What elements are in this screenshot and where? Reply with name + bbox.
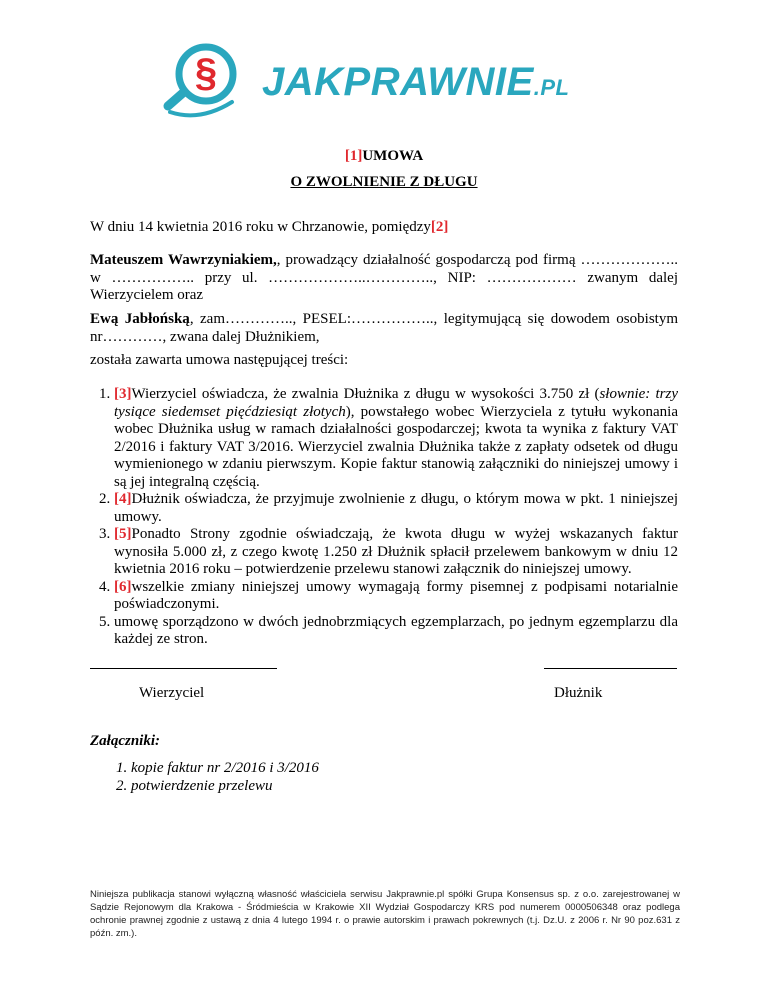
svg-text:§: §	[194, 51, 218, 95]
debtor-name: Ewą Jabłońską	[90, 311, 190, 327]
footnote-marker: [6]	[114, 578, 132, 595]
list-item	[114, 614, 678, 649]
party-debtor-paragraph	[90, 311, 678, 346]
clause-text: umowę sporządzono w dwóch jednobrzmiących egzemplarzach, po jednym egzemplarzu dla każdej ze stron.	[114, 613, 678, 647]
creditor-details: , prowadzący działalność gospodarczą pod firmą ……………….. w …………….. przy ul. ………………..………….., NIP: ……………… zwanym dalej Wierzycielem oraz	[90, 252, 678, 303]
list-item	[114, 526, 678, 579]
list-item: 1. kopie faktur nr 2/2016 i 3/2016	[131, 760, 319, 778]
signature-label-creditor: Wierzyciel	[139, 685, 205, 701]
logo-wordmark	[262, 60, 569, 110]
logo-tld-text: .PL	[533, 75, 570, 100]
intro-paragraph: została zawarta umowa następującej treści:	[90, 352, 349, 368]
signature-line-creditor	[90, 668, 277, 669]
clause-text: Dłużnik oświadcza, że przyjmuje zwolnienie z długu, o którym mowa w pkt. 1 niniejszej umowy.	[114, 491, 678, 525]
clause-text: Ponadto Strony zgodnie oświadczają, że kwota długu w wyżej wskazanych faktur wynosiła 5.000 zł, z czego kwotę 1.250 zł Dłużnik spłacił przelewem bankowym w dniu 12 kwietnia 2016 roku – potwierdzenie przelewu stanowi załącznik do niniejszej umowy.	[114, 526, 678, 577]
copyright-footer: Niniejsza publikacja stanowi wyłączną własność właściciela serwisu Jakprawnie.pl spółki Grupa Konsensus sp. z o.o. zarejestrowanej w Sądzie Rejonowym dla Krakowa - Śródmieścia w Krakowie XII Wydział Gospodarczy KRS pod numerem 0000506348 oraz podlega ochronie prawnej zgodnie z ustawą z dnia 4 lutego 1994 r. o prawie autorskim i prawach pokrewnych (t.j. Dz.U. z 2006 r. Nr 90 poz.631 z późn. zm.).	[90, 889, 680, 939]
clause-text: Wierzyciel oświadcza, że zwalnia Dłużnika z długu w wysokości 3.750 zł (	[131, 386, 600, 402]
clause-text: wszelkie zmiany niniejszej umowy wymagają formy pisemnej z podpisami notarialnie poświadczonymi.	[114, 578, 678, 612]
list-item: 2. potwierdzenie przelewu	[131, 778, 319, 796]
footnote-marker: [1]	[344, 148, 363, 164]
document-title	[90, 148, 678, 166]
clause-text: ), powstałego wobec Wierzyciela z tytułu wykonania wobec Dłużnika usług w ramach działalności gospodarczej; kwota ta wynika z faktury VAT 2/2016 i faktury VAT 3/2016. Wierzyciel zwalnia Dłużnika także z zapłaty odsetek od długu wymienionego w zdaniu pierwszym. Kopie faktur stanowią załączniki do niniejszej umowy i są jej integralną częścią.	[114, 403, 678, 490]
signature-label-debtor: Dłużnik	[554, 685, 603, 701]
clauses-list	[90, 386, 678, 649]
creditor-name: Mateuszem Wawrzyniakiem,	[90, 252, 277, 268]
footnote-marker: [4]	[114, 491, 132, 507]
list-item	[114, 579, 678, 614]
footnote-marker: [3]	[114, 386, 132, 402]
paragraph-magnifier-icon	[160, 42, 260, 122]
list-item	[114, 491, 678, 526]
debtor-details: , zam………….., PESEL:…………….., legitymującą się dowodem osobistym nr…………, zwana dalej Dłużnikiem,	[90, 311, 678, 345]
list-item	[114, 386, 678, 491]
attachments-list	[113, 760, 319, 795]
logo-main-text: JAKPRAWNIE	[262, 60, 534, 104]
party-creditor-paragraph	[90, 252, 678, 305]
footnote-marker: [2]	[430, 219, 449, 235]
lead-text: W dniu 14 kwietnia 2016 roku w Chrzanowie, pomiędzy	[90, 219, 431, 235]
jakprawnie-logo	[160, 42, 620, 122]
attachments-heading: Załączniki:	[90, 733, 160, 749]
title-text: UMOWA	[362, 148, 424, 164]
document-subtitle: O ZWOLNIENIE Z DŁUGU	[290, 174, 478, 190]
footnote-marker: [5]	[114, 526, 132, 542]
lead-paragraph	[90, 219, 678, 237]
clause-italic-text: słownie: trzy tysiące siedemset pięćdziesiąt złotych	[114, 386, 678, 420]
signature-line-debtor	[544, 668, 677, 669]
